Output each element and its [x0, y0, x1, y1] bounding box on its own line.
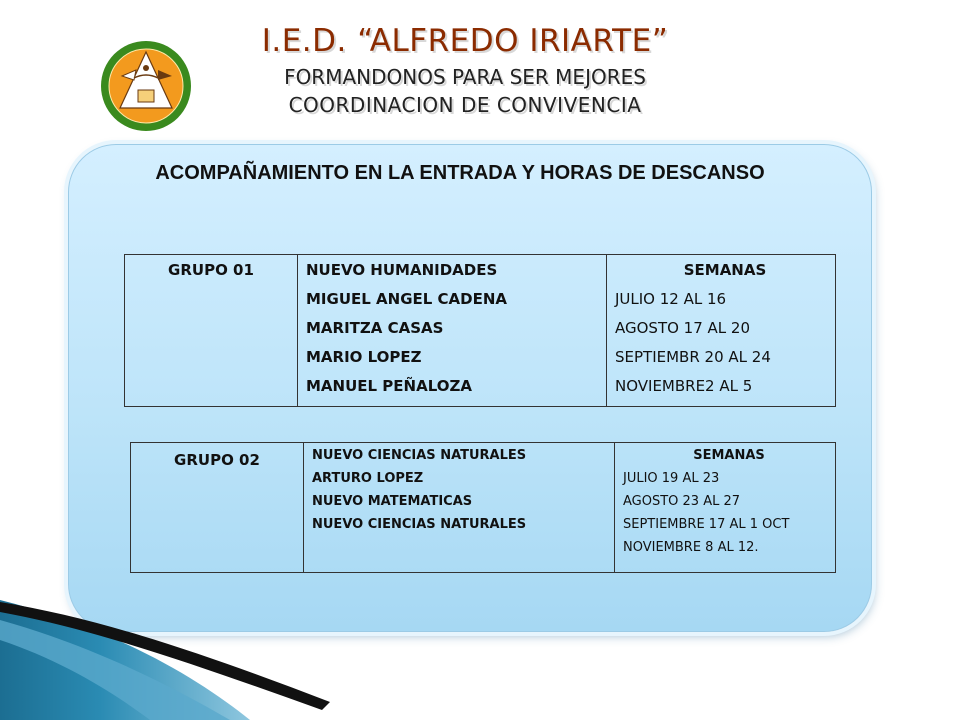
weeks-header: SEMANAS [693, 448, 765, 463]
teacher-entry: ARTURO LOPEZ [312, 471, 424, 486]
group-01-table [124, 254, 836, 407]
week-entry: NOVIEMBRE 8 AL 12. [623, 540, 759, 555]
card-title: ACOMPAÑAMIENTO EN LA ENTRADA Y HORAS DE DESCANSO [155, 162, 765, 184]
school-crest-icon [100, 40, 192, 132]
teacher-entry: MARITZA CASAS [306, 319, 444, 337]
department-name: COORDINACION DE CONVIVENCIA [288, 93, 642, 117]
group-02-table [130, 442, 836, 573]
week-entry: AGOSTO 17 AL 20 [615, 319, 751, 337]
teacher-entry: MIGUEL ANGEL CADENA [306, 290, 508, 308]
teacher-entry: NUEVO MATEMATICAS [312, 494, 473, 509]
weeks-header: SEMANAS [683, 261, 767, 279]
week-entry: JULIO 19 AL 23 [623, 471, 720, 486]
teacher-entry: MANUEL PEÑALOZA [306, 377, 472, 395]
school-title: I.E.D. “ALFREDO IRIARTE” [261, 23, 669, 59]
week-entry: JULIO 12 AL 16 [615, 290, 727, 308]
group-name: GRUPO 01 [125, 255, 298, 407]
school-motto: FORMANDONOS PARA SER MEJORES [284, 65, 646, 89]
week-entry: NOVIEMBRE2 AL 5 [615, 377, 753, 395]
teacher-entry: NUEVO CIENCIAS NATURALES [312, 448, 527, 463]
weeks-cell [615, 443, 836, 573]
week-entry: SEPTIEMBR 20 AL 24 [615, 348, 771, 366]
teacher-entry: NUEVO HUMANIDADES [306, 261, 498, 279]
week-entry: AGOSTO 23 AL 27 [623, 494, 741, 509]
week-entry: SEPTIEMBRE 17 AL 1 OCT [623, 517, 790, 532]
group-name: GRUPO 02 [131, 443, 304, 573]
decorative-swoosh [0, 590, 960, 720]
teachers-cell [304, 443, 615, 573]
weeks-cell [607, 255, 836, 407]
teachers-cell [298, 255, 607, 407]
teacher-entry: MARIO LOPEZ [306, 348, 422, 366]
teacher-entry: NUEVO CIENCIAS NATURALES [312, 517, 527, 532]
